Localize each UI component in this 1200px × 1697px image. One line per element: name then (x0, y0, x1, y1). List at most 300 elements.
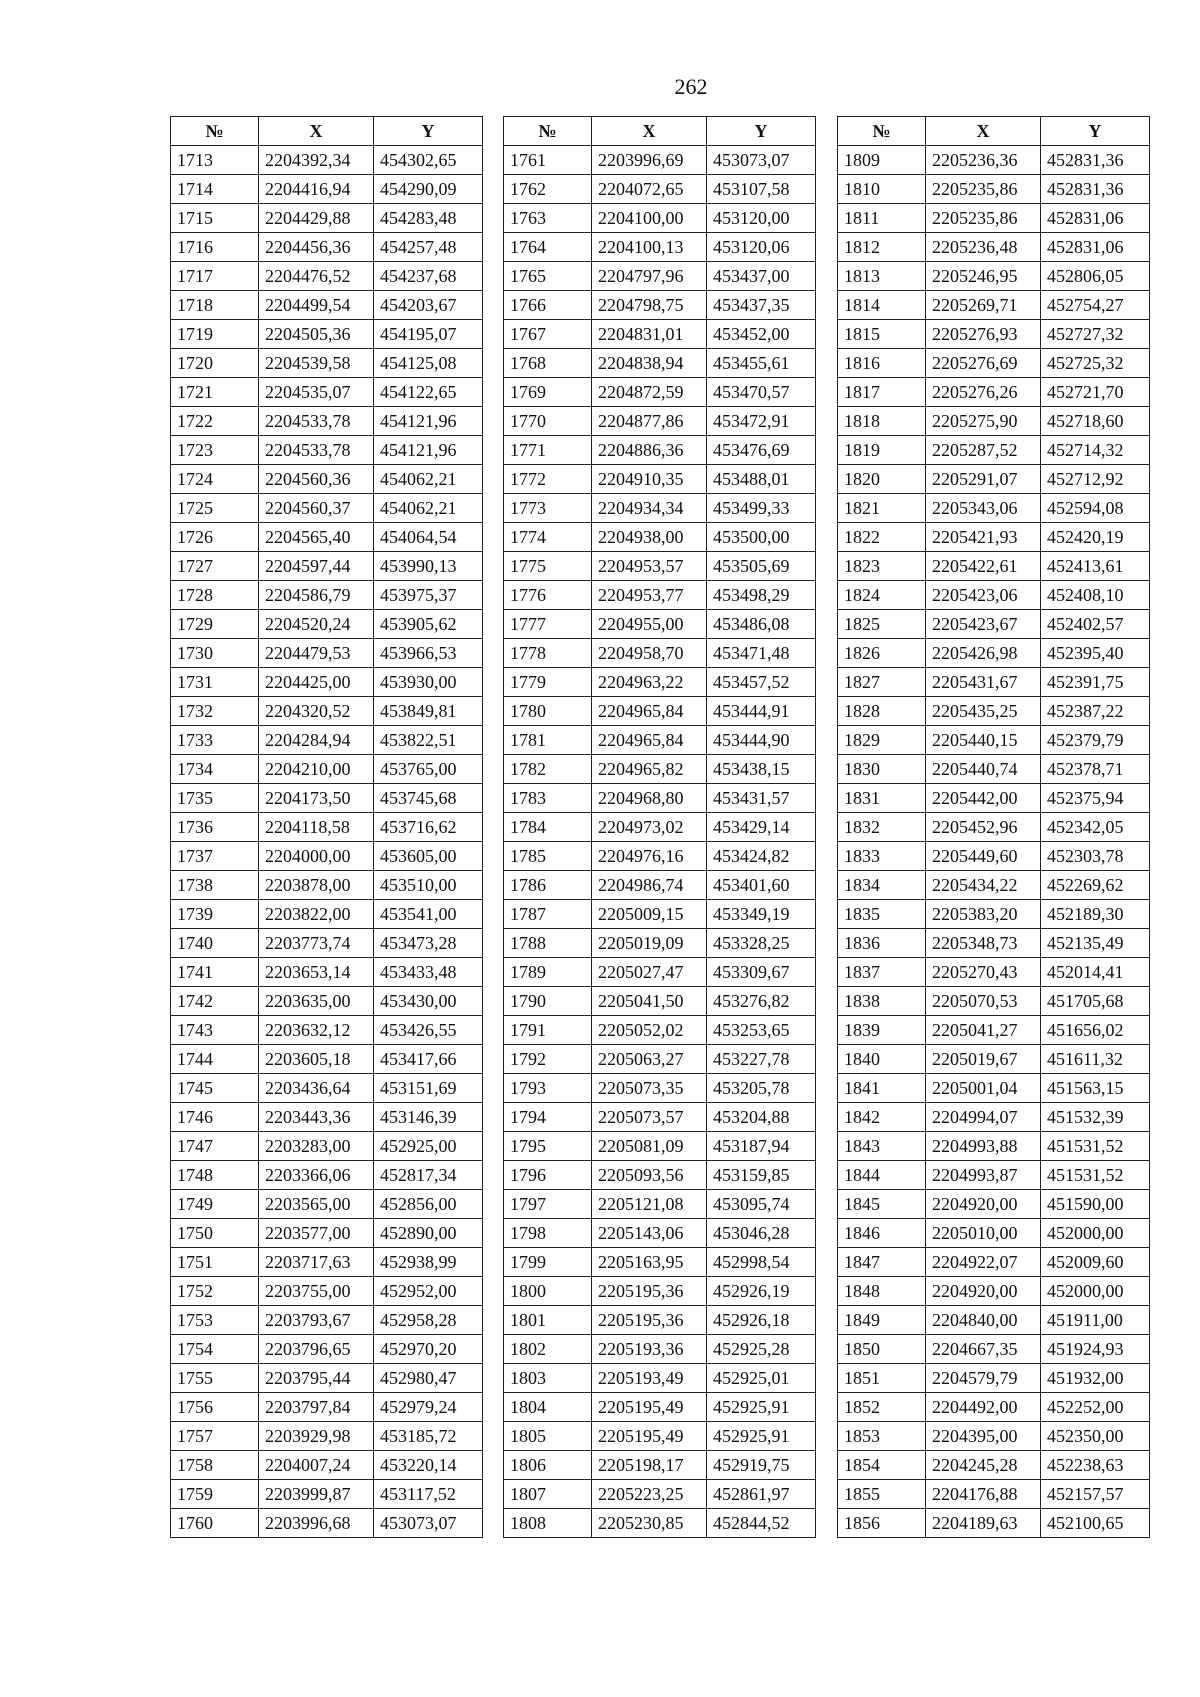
x-coordinate-cell: 2205198,17 (592, 1451, 707, 1480)
y-coordinate-cell: 452714,32 (1041, 436, 1150, 465)
point-number-cell: 1804 (504, 1393, 592, 1422)
x-coordinate-cell: 2205435,25 (926, 697, 1041, 726)
y-coordinate-cell: 452998,54 (707, 1248, 816, 1277)
x-coordinate-cell: 2203773,74 (259, 929, 374, 958)
table-row (504, 175, 816, 204)
y-coordinate-cell: 451590,00 (1041, 1190, 1150, 1219)
table-row (171, 1016, 483, 1045)
x-coordinate-cell: 2205009,15 (592, 900, 707, 929)
x-coordinate-cell: 2203436,64 (259, 1074, 374, 1103)
table-row (504, 1016, 816, 1045)
table-row (171, 900, 483, 929)
table-row (838, 349, 1150, 378)
table-row (838, 1451, 1150, 1480)
x-coordinate-cell: 2205041,50 (592, 987, 707, 1016)
table-row (171, 1364, 483, 1393)
point-number-cell: 1715 (171, 204, 259, 233)
point-number-cell: 1795 (504, 1132, 592, 1161)
y-coordinate-cell: 452754,27 (1041, 291, 1150, 320)
y-coordinate-cell: 453452,00 (707, 320, 816, 349)
y-coordinate-cell: 452387,22 (1041, 697, 1150, 726)
y-coordinate-cell: 453498,29 (707, 581, 816, 610)
y-coordinate-cell: 453499,33 (707, 494, 816, 523)
table-row (171, 465, 483, 494)
x-coordinate-cell: 2204934,34 (592, 494, 707, 523)
x-coordinate-cell: 2204910,35 (592, 465, 707, 494)
x-coordinate-cell: 2204492,00 (926, 1393, 1041, 1422)
x-coordinate-cell: 2204872,59 (592, 378, 707, 407)
point-number-cell: 1778 (504, 639, 592, 668)
x-coordinate-cell: 2204176,88 (926, 1480, 1041, 1509)
x-coordinate-cell: 2205223,25 (592, 1480, 707, 1509)
x-coordinate-cell: 2204968,80 (592, 784, 707, 813)
x-coordinate-cell: 2204210,00 (259, 755, 374, 784)
x-coordinate-cell: 2203795,44 (259, 1364, 374, 1393)
table-row (504, 1045, 816, 1074)
column-header-number: № (504, 117, 592, 146)
x-coordinate-cell: 2205276,69 (926, 349, 1041, 378)
y-coordinate-cell: 453046,28 (707, 1219, 816, 1248)
point-number-cell: 1827 (838, 668, 926, 697)
point-number-cell: 1789 (504, 958, 592, 987)
x-coordinate-cell: 2205270,43 (926, 958, 1041, 987)
table-row (171, 726, 483, 755)
y-coordinate-cell: 452252,00 (1041, 1393, 1150, 1422)
point-number-cell: 1799 (504, 1248, 592, 1277)
x-coordinate-cell: 2204986,74 (592, 871, 707, 900)
y-coordinate-cell: 453417,66 (374, 1045, 483, 1074)
y-coordinate-cell: 452844,52 (707, 1509, 816, 1538)
x-coordinate-cell: 2203996,69 (592, 146, 707, 175)
point-number-cell: 1805 (504, 1422, 592, 1451)
x-coordinate-cell: 2205052,02 (592, 1016, 707, 1045)
table-row (171, 697, 483, 726)
y-coordinate-cell: 452925,91 (707, 1393, 816, 1422)
y-coordinate-cell: 452395,40 (1041, 639, 1150, 668)
table-row (838, 1074, 1150, 1103)
point-number-cell: 1714 (171, 175, 259, 204)
y-coordinate-cell: 453990,13 (374, 552, 483, 581)
x-coordinate-cell: 2203929,98 (259, 1422, 374, 1451)
point-number-cell: 1834 (838, 871, 926, 900)
table-row (838, 697, 1150, 726)
x-coordinate-cell: 2204429,88 (259, 204, 374, 233)
x-coordinate-cell: 2204938,00 (592, 523, 707, 552)
point-number-cell: 1756 (171, 1393, 259, 1422)
table-row (171, 349, 483, 378)
x-coordinate-cell: 2205449,60 (926, 842, 1041, 871)
y-coordinate-cell: 453437,00 (707, 262, 816, 291)
table-row (504, 378, 816, 407)
point-number-cell: 1740 (171, 929, 259, 958)
x-coordinate-cell: 2205269,71 (926, 291, 1041, 320)
point-number-cell: 1846 (838, 1219, 926, 1248)
y-coordinate-cell: 452594,08 (1041, 494, 1150, 523)
table-row (838, 204, 1150, 233)
table-row (504, 262, 816, 291)
table-row (504, 842, 816, 871)
point-number-cell: 1763 (504, 204, 592, 233)
y-coordinate-cell: 451531,52 (1041, 1161, 1150, 1190)
table-row (838, 929, 1150, 958)
table-row (504, 1190, 816, 1219)
table-row (504, 1132, 816, 1161)
table-row (504, 697, 816, 726)
point-number-cell: 1809 (838, 146, 926, 175)
y-coordinate-cell: 453473,28 (374, 929, 483, 958)
y-coordinate-cell: 452970,20 (374, 1335, 483, 1364)
x-coordinate-cell: 2204976,16 (592, 842, 707, 871)
x-coordinate-cell: 2205019,09 (592, 929, 707, 958)
y-coordinate-cell: 453486,08 (707, 610, 816, 639)
x-coordinate-cell: 2204100,00 (592, 204, 707, 233)
point-number-cell: 1774 (504, 523, 592, 552)
table-row (504, 1393, 816, 1422)
column-header-x: X (259, 117, 374, 146)
table-row (171, 291, 483, 320)
x-coordinate-cell: 2205193,36 (592, 1335, 707, 1364)
table-row (838, 378, 1150, 407)
point-number-cell: 1773 (504, 494, 592, 523)
table-row (838, 1132, 1150, 1161)
point-number-cell: 1777 (504, 610, 592, 639)
table-row (171, 1132, 483, 1161)
point-number-cell: 1851 (838, 1364, 926, 1393)
y-coordinate-cell: 453227,78 (707, 1045, 816, 1074)
point-number-cell: 1829 (838, 726, 926, 755)
y-coordinate-cell: 452408,10 (1041, 581, 1150, 610)
point-number-cell: 1747 (171, 1132, 259, 1161)
column-header-y: Y (374, 117, 483, 146)
point-number-cell: 1750 (171, 1219, 259, 1248)
point-number-cell: 1781 (504, 726, 592, 755)
table-row (504, 987, 816, 1016)
y-coordinate-cell: 453430,00 (374, 987, 483, 1016)
table-row (504, 755, 816, 784)
y-coordinate-cell: 452725,32 (1041, 349, 1150, 378)
y-coordinate-cell: 453349,19 (707, 900, 816, 929)
x-coordinate-cell: 2203793,67 (259, 1306, 374, 1335)
x-coordinate-cell: 2204831,01 (592, 320, 707, 349)
y-coordinate-cell: 454121,96 (374, 407, 483, 436)
y-coordinate-cell: 452718,60 (1041, 407, 1150, 436)
table-row (504, 1509, 816, 1538)
x-coordinate-cell: 2205010,00 (926, 1219, 1041, 1248)
y-coordinate-cell: 452925,00 (374, 1132, 483, 1161)
point-number-cell: 1819 (838, 436, 926, 465)
point-number-cell: 1751 (171, 1248, 259, 1277)
x-coordinate-cell: 2205423,67 (926, 610, 1041, 639)
y-coordinate-cell: 453433,48 (374, 958, 483, 987)
y-coordinate-cell: 453401,60 (707, 871, 816, 900)
table-row (504, 610, 816, 639)
point-number-cell: 1717 (171, 262, 259, 291)
point-number-cell: 1826 (838, 639, 926, 668)
y-coordinate-cell: 452379,79 (1041, 726, 1150, 755)
y-coordinate-cell: 452831,06 (1041, 233, 1150, 262)
point-number-cell: 1813 (838, 262, 926, 291)
table-row (171, 523, 483, 552)
table-row (838, 639, 1150, 668)
point-number-cell: 1850 (838, 1335, 926, 1364)
y-coordinate-cell: 453438,15 (707, 755, 816, 784)
point-number-cell: 1794 (504, 1103, 592, 1132)
x-coordinate-cell: 2204499,54 (259, 291, 374, 320)
point-number-cell: 1840 (838, 1045, 926, 1074)
table-row (838, 784, 1150, 813)
x-coordinate-cell: 2205143,06 (592, 1219, 707, 1248)
x-coordinate-cell: 2203605,18 (259, 1045, 374, 1074)
table-row (504, 1480, 816, 1509)
x-coordinate-cell: 2204189,63 (926, 1509, 1041, 1538)
y-coordinate-cell: 452000,00 (1041, 1219, 1150, 1248)
x-coordinate-cell: 2204072,65 (592, 175, 707, 204)
coordinates-table-1 (170, 116, 483, 1538)
x-coordinate-cell: 2204920,00 (926, 1190, 1041, 1219)
x-coordinate-cell: 2205041,27 (926, 1016, 1041, 1045)
column-header-y: Y (707, 117, 816, 146)
point-number-cell: 1818 (838, 407, 926, 436)
table-row (838, 291, 1150, 320)
table-row (171, 407, 483, 436)
x-coordinate-cell: 2205195,49 (592, 1422, 707, 1451)
point-number-cell: 1720 (171, 349, 259, 378)
y-coordinate-cell: 453120,00 (707, 204, 816, 233)
point-number-cell: 1746 (171, 1103, 259, 1132)
table-row (838, 1248, 1150, 1277)
x-coordinate-cell: 2204560,36 (259, 465, 374, 494)
point-number-cell: 1726 (171, 523, 259, 552)
y-coordinate-cell: 452413,61 (1041, 552, 1150, 581)
x-coordinate-cell: 2205442,00 (926, 784, 1041, 813)
x-coordinate-cell: 2205434,22 (926, 871, 1041, 900)
table-row (838, 1509, 1150, 1538)
point-number-cell: 1762 (504, 175, 592, 204)
point-number-cell: 1776 (504, 581, 592, 610)
table-header-row (171, 117, 483, 146)
table-row (838, 175, 1150, 204)
table-row (504, 1364, 816, 1393)
y-coordinate-cell: 452831,36 (1041, 175, 1150, 204)
point-number-cell: 1768 (504, 349, 592, 378)
table-row (838, 900, 1150, 929)
coordinates-table-2 (503, 116, 816, 1538)
y-coordinate-cell: 453146,39 (374, 1103, 483, 1132)
x-coordinate-cell: 2204886,36 (592, 436, 707, 465)
table-row (504, 1161, 816, 1190)
point-number-cell: 1856 (838, 1509, 926, 1538)
table-row (504, 871, 816, 900)
point-number-cell: 1807 (504, 1480, 592, 1509)
y-coordinate-cell: 452375,94 (1041, 784, 1150, 813)
point-number-cell: 1837 (838, 958, 926, 987)
x-coordinate-cell: 2203635,00 (259, 987, 374, 1016)
y-coordinate-cell: 453220,14 (374, 1451, 483, 1480)
y-coordinate-cell: 453500,00 (707, 523, 816, 552)
x-coordinate-cell: 2205422,61 (926, 552, 1041, 581)
point-number-cell: 1757 (171, 1422, 259, 1451)
point-number-cell: 1730 (171, 639, 259, 668)
column-header-y: Y (1041, 117, 1150, 146)
x-coordinate-cell: 2205383,20 (926, 900, 1041, 929)
table-row (171, 668, 483, 697)
y-coordinate-cell: 452980,47 (374, 1364, 483, 1393)
y-coordinate-cell: 453505,69 (707, 552, 816, 581)
point-number-cell: 1775 (504, 552, 592, 581)
point-number-cell: 1738 (171, 871, 259, 900)
y-coordinate-cell: 452378,71 (1041, 755, 1150, 784)
point-number-cell: 1847 (838, 1248, 926, 1277)
y-coordinate-cell: 452135,49 (1041, 929, 1150, 958)
point-number-cell: 1741 (171, 958, 259, 987)
table-row (171, 1219, 483, 1248)
x-coordinate-cell: 2203443,36 (259, 1103, 374, 1132)
y-coordinate-cell: 452831,36 (1041, 146, 1150, 175)
y-coordinate-cell: 453426,55 (374, 1016, 483, 1045)
y-coordinate-cell: 452009,60 (1041, 1248, 1150, 1277)
table-row (504, 668, 816, 697)
point-number-cell: 1718 (171, 291, 259, 320)
x-coordinate-cell: 2203717,63 (259, 1248, 374, 1277)
x-coordinate-cell: 2205235,86 (926, 204, 1041, 233)
point-number-cell: 1754 (171, 1335, 259, 1364)
table-row (504, 349, 816, 378)
table-row (171, 639, 483, 668)
x-coordinate-cell: 2204797,96 (592, 262, 707, 291)
point-number-cell: 1786 (504, 871, 592, 900)
point-number-cell: 1742 (171, 987, 259, 1016)
table-row (838, 494, 1150, 523)
x-coordinate-cell: 2204533,78 (259, 407, 374, 436)
x-coordinate-cell: 2204920,00 (926, 1277, 1041, 1306)
y-coordinate-cell: 453424,82 (707, 842, 816, 871)
x-coordinate-cell: 2205421,93 (926, 523, 1041, 552)
table-row (171, 233, 483, 262)
x-coordinate-cell: 2204965,82 (592, 755, 707, 784)
x-coordinate-cell: 2205275,90 (926, 407, 1041, 436)
point-number-cell: 1771 (504, 436, 592, 465)
point-number-cell: 1780 (504, 697, 592, 726)
table-row (838, 610, 1150, 639)
table-row (171, 552, 483, 581)
y-coordinate-cell: 452861,97 (707, 1480, 816, 1509)
table-row (504, 204, 816, 233)
point-number-cell: 1830 (838, 755, 926, 784)
y-coordinate-cell: 453472,91 (707, 407, 816, 436)
y-coordinate-cell: 452157,57 (1041, 1480, 1150, 1509)
point-number-cell: 1825 (838, 610, 926, 639)
x-coordinate-cell: 2203755,00 (259, 1277, 374, 1306)
y-coordinate-cell: 453204,88 (707, 1103, 816, 1132)
x-coordinate-cell: 2204953,57 (592, 552, 707, 581)
point-number-cell: 1848 (838, 1277, 926, 1306)
x-coordinate-cell: 2204533,78 (259, 436, 374, 465)
x-coordinate-cell: 2205230,85 (592, 1509, 707, 1538)
table-row (171, 1422, 483, 1451)
x-coordinate-cell: 2203796,65 (259, 1335, 374, 1364)
table-row (504, 813, 816, 842)
table-row (838, 1016, 1150, 1045)
y-coordinate-cell: 452925,91 (707, 1422, 816, 1451)
y-coordinate-cell: 453095,74 (707, 1190, 816, 1219)
x-coordinate-cell: 2204000,00 (259, 842, 374, 871)
y-coordinate-cell: 452938,99 (374, 1248, 483, 1277)
point-number-cell: 1843 (838, 1132, 926, 1161)
point-number-cell: 1812 (838, 233, 926, 262)
x-coordinate-cell: 2204118,58 (259, 813, 374, 842)
x-coordinate-cell: 2205063,27 (592, 1045, 707, 1074)
table-header-row (838, 117, 1150, 146)
x-coordinate-cell: 2205073,35 (592, 1074, 707, 1103)
y-coordinate-cell: 453151,69 (374, 1074, 483, 1103)
y-coordinate-cell: 453605,00 (374, 842, 483, 871)
table-row (171, 1335, 483, 1364)
x-coordinate-cell: 2205073,57 (592, 1103, 707, 1132)
point-number-cell: 1841 (838, 1074, 926, 1103)
point-number-cell: 1838 (838, 987, 926, 1016)
x-coordinate-cell: 2204973,02 (592, 813, 707, 842)
y-coordinate-cell: 453476,69 (707, 436, 816, 465)
point-number-cell: 1832 (838, 813, 926, 842)
y-coordinate-cell: 452342,05 (1041, 813, 1150, 842)
y-coordinate-cell: 452806,05 (1041, 262, 1150, 291)
y-coordinate-cell: 453716,62 (374, 813, 483, 842)
y-coordinate-cell: 454203,67 (374, 291, 483, 320)
y-coordinate-cell: 454121,96 (374, 436, 483, 465)
x-coordinate-cell: 2204922,07 (926, 1248, 1041, 1277)
x-coordinate-cell: 2204958,70 (592, 639, 707, 668)
point-number-cell: 1831 (838, 784, 926, 813)
x-coordinate-cell: 2204392,34 (259, 146, 374, 175)
table-row (504, 1277, 816, 1306)
point-number-cell: 1814 (838, 291, 926, 320)
point-number-cell: 1713 (171, 146, 259, 175)
y-coordinate-cell: 453205,78 (707, 1074, 816, 1103)
table-row (504, 233, 816, 262)
table-row (171, 262, 483, 291)
table-row (838, 1277, 1150, 1306)
x-coordinate-cell: 2204284,94 (259, 726, 374, 755)
table-row (171, 175, 483, 204)
x-coordinate-cell: 2205440,74 (926, 755, 1041, 784)
x-coordinate-cell: 2204416,94 (259, 175, 374, 204)
x-coordinate-cell: 2204993,87 (926, 1161, 1041, 1190)
x-coordinate-cell: 2204520,24 (259, 610, 374, 639)
x-coordinate-cell: 2203565,00 (259, 1190, 374, 1219)
x-coordinate-cell: 2204565,40 (259, 523, 374, 552)
x-coordinate-cell: 2204535,07 (259, 378, 374, 407)
table-row (171, 1277, 483, 1306)
y-coordinate-cell: 452926,19 (707, 1277, 816, 1306)
point-number-cell: 1782 (504, 755, 592, 784)
table-row (504, 1074, 816, 1103)
y-coordinate-cell: 454062,21 (374, 465, 483, 494)
table-row (171, 581, 483, 610)
y-coordinate-cell: 452925,01 (707, 1364, 816, 1393)
x-coordinate-cell: 2205431,67 (926, 668, 1041, 697)
y-coordinate-cell: 452831,06 (1041, 204, 1150, 233)
table-row (504, 726, 816, 755)
table-row (838, 1190, 1150, 1219)
x-coordinate-cell: 2205426,98 (926, 639, 1041, 668)
y-coordinate-cell: 451924,93 (1041, 1335, 1150, 1364)
table-row (504, 1451, 816, 1480)
point-number-cell: 1735 (171, 784, 259, 813)
point-number-cell: 1821 (838, 494, 926, 523)
y-coordinate-cell: 454302,65 (374, 146, 483, 175)
table-row (171, 871, 483, 900)
table-row (171, 1074, 483, 1103)
